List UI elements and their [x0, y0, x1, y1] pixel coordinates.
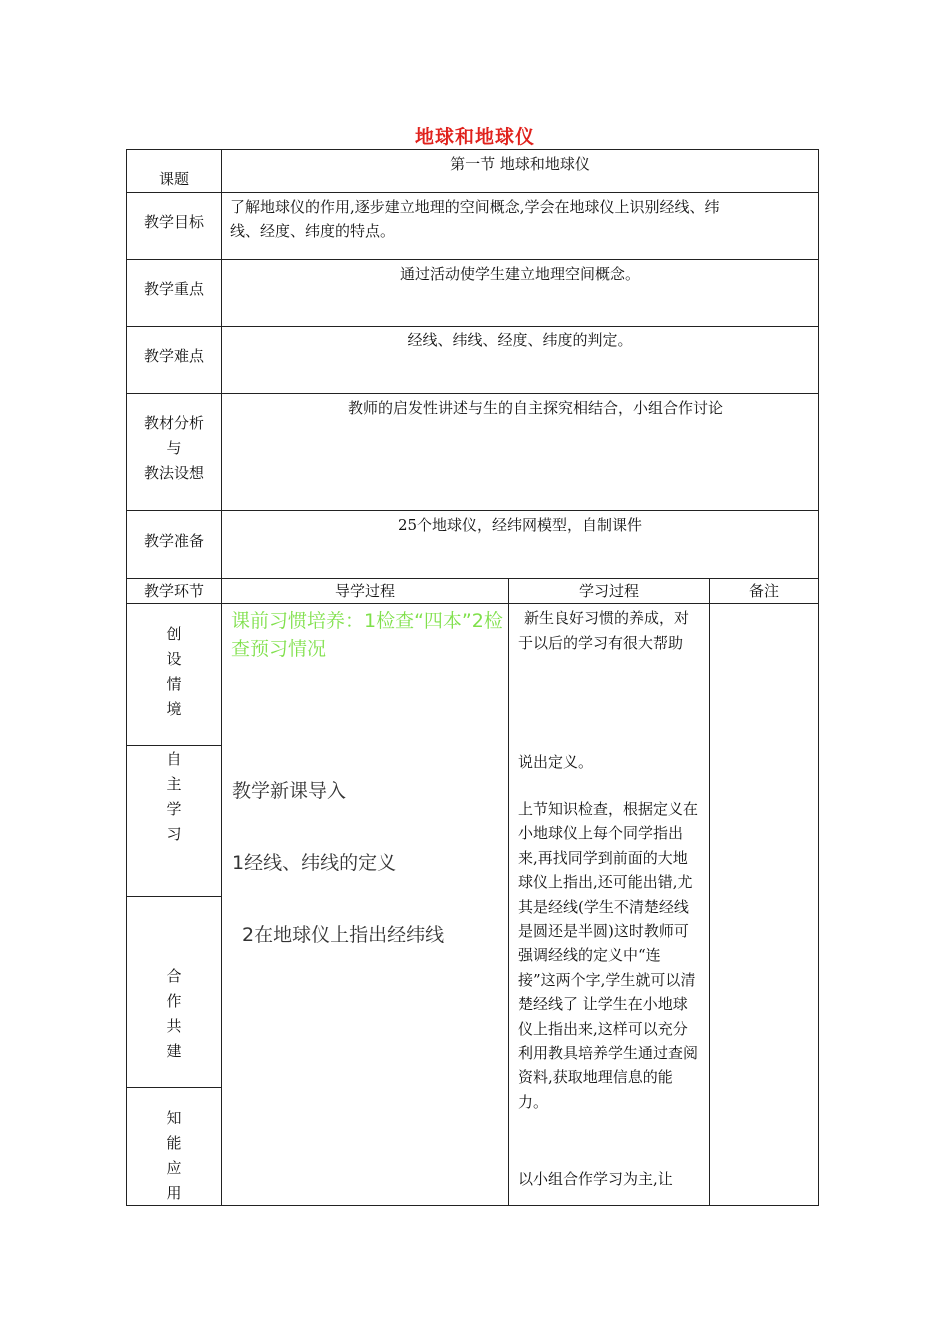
analysis-label-line2: 与 — [166, 439, 182, 457]
guide-habit-text: 课前习惯培养：1检查“四本”2检查预习情况 — [231, 610, 503, 660]
stage-1-char-1: 创 — [166, 625, 182, 643]
stage-1-char-4: 境 — [166, 700, 182, 718]
learn-paragraph-2: 说出定义。 — [518, 753, 594, 771]
analysis-label-line1: 教材分析 — [143, 414, 204, 432]
stage-1-char-2: 设 — [166, 650, 182, 668]
guide-item-2: 2在地球仪上指出经纬线 — [242, 924, 445, 946]
document-title: 地球和地球仪 — [414, 126, 535, 148]
header-guide: 导学过程 — [334, 582, 395, 600]
learn-paragraph-4: 以小组合作学习为主,让 — [518, 1170, 673, 1188]
guide-intro-text: 教学新课导入 — [232, 780, 347, 802]
topic-value: 第一节 地球和地球仪 — [450, 155, 590, 173]
analysis-value: 教师的启发性讲述与生的自主探究相结合，小组合作讨论 — [348, 399, 724, 417]
goal-value-line1: 了解地球仪的作用,逐步建立地理的空间概念,学会在地球仪上识别经线、纬 — [230, 198, 720, 216]
stage-2-char-4: 习 — [166, 825, 182, 843]
stage-3-char-1: 合 — [166, 967, 182, 985]
learn-paragraph-1: 新生良好习惯的养成，对于以后的学习有很大帮助 — [518, 609, 690, 652]
header-stage: 教学环节 — [143, 582, 204, 600]
stage-3-char-3: 共 — [166, 1017, 182, 1035]
difficulty-value: 经线、纬线、经度、纬度的判定。 — [407, 331, 633, 349]
focus-value: 通过活动使学生建立地理空间概念。 — [399, 265, 640, 283]
stage-3-char-2: 作 — [166, 992, 182, 1010]
topic-label: 课题 — [158, 170, 189, 188]
goal-label: 教学目标 — [143, 213, 204, 231]
difficulty-label: 教学难点 — [143, 347, 204, 365]
stage-3-char-4: 建 — [166, 1042, 182, 1060]
stage-4-char-2: 能 — [166, 1134, 182, 1152]
stage-2-char-2: 主 — [166, 775, 182, 793]
guide-item-1: 1经线、纬线的定义 — [232, 852, 397, 874]
stage-4-char-4: 用 — [166, 1184, 182, 1202]
goal-value-line2: 线、经度、纬度的特点。 — [230, 222, 396, 240]
focus-label: 教学重点 — [143, 280, 204, 298]
stage-4-char-3: 应 — [166, 1159, 182, 1177]
stage-4-char-1: 知 — [166, 1109, 182, 1127]
header-note: 备注 — [748, 582, 779, 600]
learn-paragraph-3: 上节知识检查，根据定义在小地球仪上每个同学指出来,再找同学到前面的大地球仪上指出,还可能出错,尤其是经线(学生不清楚经线是圆还是半圆)这时教师可强调经线的定义中“连接”这两个字,学生就可以清楚经线了 让学生在小地球仪上指出来,这样可以充分利用教具培养学生通过查阅资料,获取地理信息的能力。 — [518, 800, 699, 1111]
stage-2-char-3: 学 — [166, 800, 182, 818]
prep-value: 25个地球仪，经纬网模型，自制课件 — [397, 516, 643, 534]
header-learn: 学习过程 — [578, 582, 639, 600]
prep-label: 教学准备 — [143, 532, 204, 550]
analysis-label-line3: 教法设想 — [143, 464, 204, 482]
stage-2-char-1: 自 — [166, 750, 182, 768]
stage-1-char-3: 情 — [166, 675, 182, 693]
